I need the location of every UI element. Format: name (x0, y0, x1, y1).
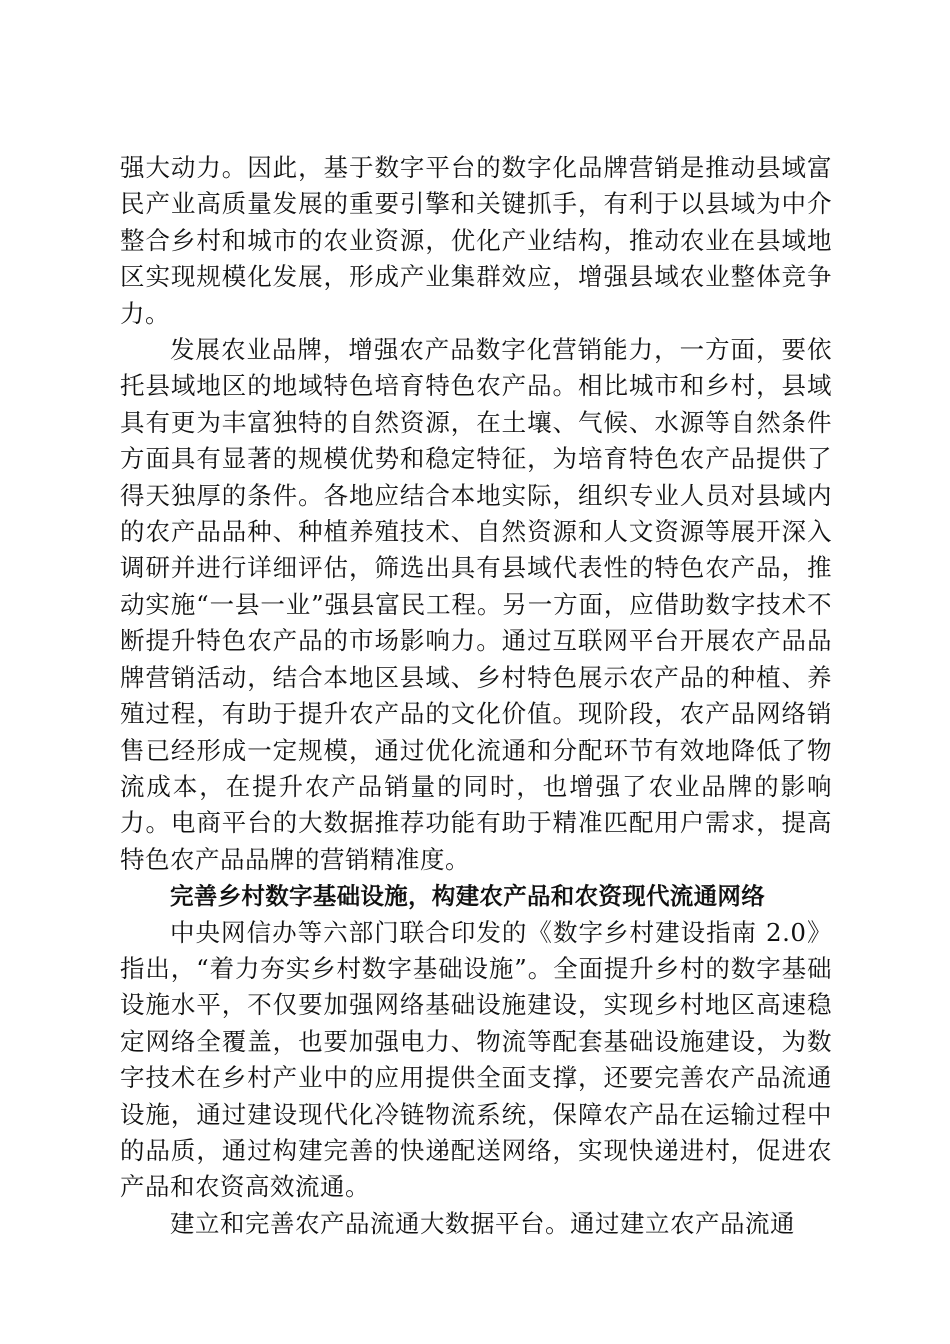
document-page (120, 150, 832, 1242)
paragraph-4: 建立和完善农产品流通大数据平台。通过建立农产品流通 (170, 1208, 795, 1238)
paragraph-3: 中央网信办等六部门联合印发的《数字乡村建设指南 2.0》指出，“着力夯实乡村数字基础设施”。全面提升乡村的数字基础设施水平，不仅要加强网络基础设施建设，实现乡村地区高速稳定网络全覆盖，也要加强电力、物流等配套基础设施建设，为数字技术在乡村产业中的应用提供全面支撑，还要完善农产品流通设施，通过建设现代化冷链物流系统，保障农产品在运输过程中的品质，通过构建完善的快递配送网络，实现快递进村，促进农产品和农资高效流通。 (120, 917, 832, 1202)
paragraph-1: 强大动力。因此，基于数字平台的数字化品牌营销是推动县域富民产业高质量发展的重要引擎和关键抓手，有利于以县域为中介整合乡村和城市的农业资源，优化产业结构，推动农业在县域地区实现规模化发展，形成产业集群效应，增强县域农业整体竞争力。 (120, 153, 832, 328)
section-heading: 完善乡村数字基础设施，构建农产品和农资现代流通网络 (170, 882, 765, 911)
paragraph-2: 发展农业品牌，增强农产品数字化营销能力，一方面，要依托县域地区的地域特色培育特色农产品。相比城市和乡村，县域具有更为丰富独特的自然资源，在土壤、气候、水源等自然条件方面具有显著的规模优势和稳定特征，为培育特色农产品提供了得天独厚的条件。各地应结合本地实际，组织专业人员对县域内的农产品品种、种植养殖技术、自然资源和人文资源等展开深入调研并进行详细评估，筛选出具有县域代表性的特色农产品，推动实施“一县一业”强县富民工程。另一方面，应借助数字技术不断提升特色农产品的市场影响力。通过互联网平台开展农产品品牌营销活动，结合本地区县域、乡村特色展示农产品的种植、养殖过程，有助于提升农产品的文化价值。现阶段，农产品网络销售已经形成一定规模，通过优化流通和分配环节有效地降低了物流成本，在提升农产品销量的同时，也增强了农业品牌的影响力。电商平台的大数据推荐功能有助于精准匹配用户需求，提高特色农产品品牌的营销精准度。 (120, 335, 832, 874)
